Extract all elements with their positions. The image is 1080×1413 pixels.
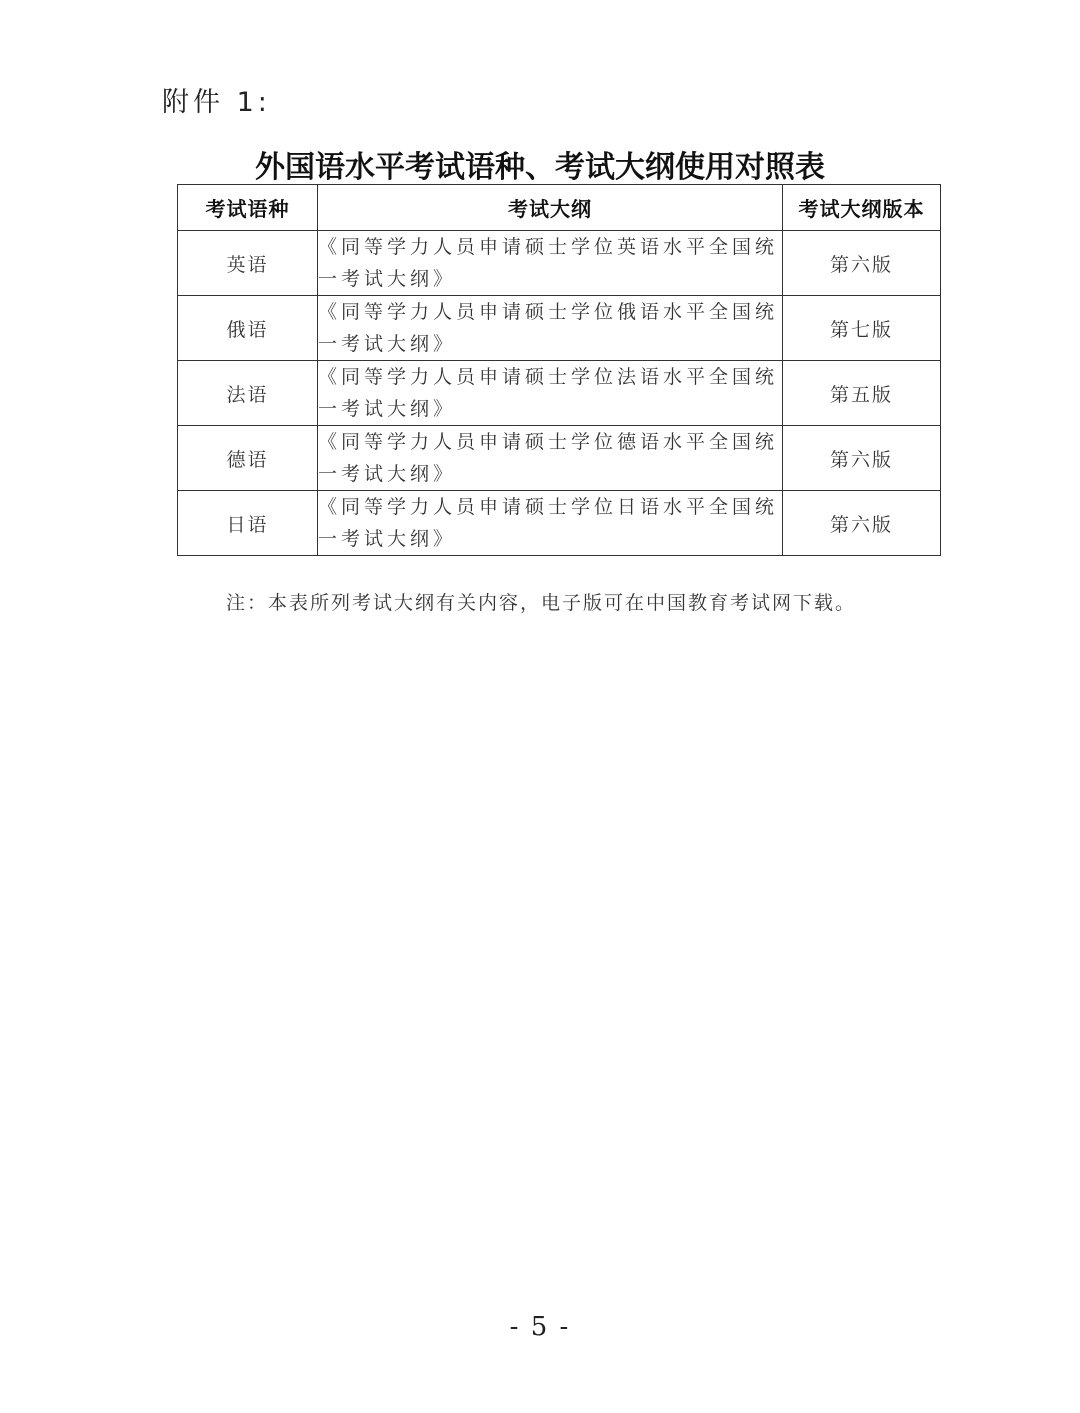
language-cell: 俄语 xyxy=(178,296,318,361)
header-version: 考试大纲版本 xyxy=(783,185,941,231)
version-cell: 第六版 xyxy=(783,231,941,296)
table-note: 注：本表所列考试大纲有关内容，电子版可在中国教育考试网下载。 xyxy=(226,592,857,614)
page-number: - 5 - xyxy=(509,1312,571,1342)
syllabus-cell: 《同等学力人员申请硕士学位法语水平全国统一考试大纲》 xyxy=(318,361,783,426)
table-row xyxy=(178,491,941,556)
syllabus-cell: 《同等学力人员申请硕士学位俄语水平全国统一考试大纲》 xyxy=(318,296,783,361)
table-row xyxy=(178,361,941,426)
version-cell: 第六版 xyxy=(783,426,941,491)
language-cell: 英语 xyxy=(178,231,318,296)
document-title: 外国语水平考试语种、考试大纲使用对照表 xyxy=(255,150,825,185)
syllabus-cell: 《同等学力人员申请硕士学位英语水平全国统一考试大纲》 xyxy=(318,231,783,296)
language-cell: 法语 xyxy=(178,361,318,426)
exam-syllabus-table xyxy=(177,184,941,556)
attachment-label: 附件 1: xyxy=(162,87,271,118)
version-cell: 第六版 xyxy=(783,491,941,556)
table-header-row xyxy=(178,185,941,231)
header-language: 考试语种 xyxy=(178,185,318,231)
syllabus-cell: 《同等学力人员申请硕士学位德语水平全国统一考试大纲》 xyxy=(318,426,783,491)
table-row xyxy=(178,426,941,491)
language-cell: 德语 xyxy=(178,426,318,491)
table-row xyxy=(178,296,941,361)
version-cell: 第五版 xyxy=(783,361,941,426)
language-cell: 日语 xyxy=(178,491,318,556)
syllabus-cell: 《同等学力人员申请硕士学位日语水平全国统一考试大纲》 xyxy=(318,491,783,556)
version-cell: 第七版 xyxy=(783,296,941,361)
header-syllabus: 考试大纲 xyxy=(318,185,783,231)
table-row xyxy=(178,231,941,296)
